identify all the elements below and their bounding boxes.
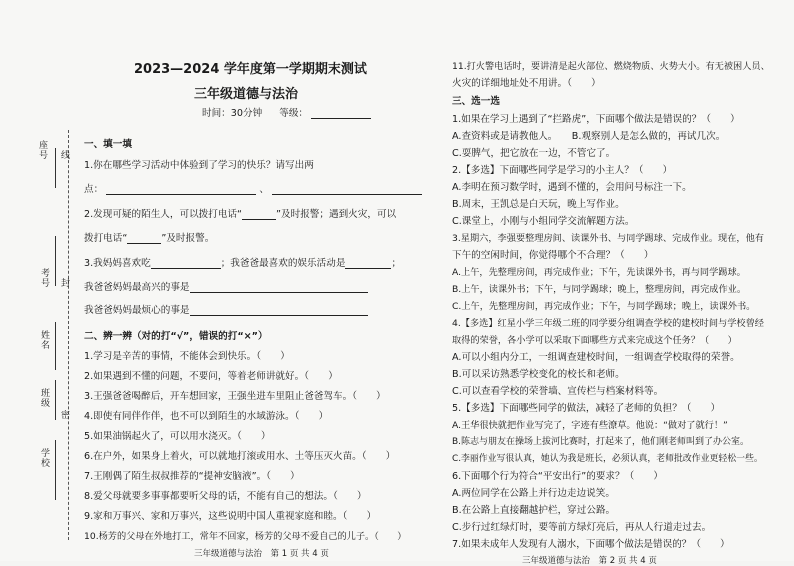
part3-line: B.可以采访熟悉学校变化的校长和老师。	[452, 369, 625, 380]
q1-separator: 、	[259, 184, 269, 195]
class-label: 班级	[39, 388, 49, 408]
exam-title: 2023—2024 学年度第一学期期末测试	[134, 62, 367, 77]
part2-heading: 二、辨一辨（对的打“√”，错误的打“×”）	[84, 331, 268, 342]
seal-char: 封	[59, 278, 69, 288]
q2b-pre: 拨打电话“	[84, 233, 128, 244]
part3-line: 2.【多选】下面哪些同学是学习的小主人？（ ）	[452, 165, 673, 176]
grade-label: 等级：	[279, 108, 309, 119]
part2-item: 10.杨芳的父母在外地打工，常年不回家，杨芳的父母不爱自己的儿子。（ ）	[84, 531, 407, 542]
part3-line: 1.如果在学习上遇到了“拦路虎”，下面哪个做法是错误的？（ ）	[452, 114, 740, 125]
part3-line: C.耍脾气，把它放在一边，不管它了。	[452, 148, 616, 159]
part2-item: 6.在户外，如果身上着火，可以就地打滚或用水、土等压灭火苗。（ ）	[84, 451, 396, 462]
part3-line: C.李丽作业写很认真，她认为我是班长，必须认真，老师批改作业更轻松一些。	[452, 454, 763, 464]
part3-line: B.周末，王凯总是白天玩，晚上写作业。	[452, 199, 625, 210]
exam-no-blank	[55, 236, 57, 286]
q3-blank-1[interactable]	[151, 268, 221, 269]
part2-item: 9.家和万事兴、家和万事兴，这些说明中国人重视家庭和睦。（ ）	[84, 511, 377, 522]
part3-line: 4.【多选】红星小学三年级二班的同学要分组调查学校的建校时间与学校曾经	[452, 318, 764, 329]
q1-blank-1[interactable]	[106, 194, 256, 195]
exam-no-label: 考号	[39, 268, 49, 288]
seat-no-blank	[55, 148, 57, 188]
part3-line: 下午的空闲时间，你觉得哪个不合理？（ ）	[452, 250, 654, 261]
seal-char-2: 密	[59, 410, 69, 420]
class-blank	[55, 380, 57, 420]
q3c-text: 我爸爸妈妈最烦心的事是	[84, 305, 190, 316]
part3-line: A.可以小组内分工，一组调查建校时间，一组调查学校取得的荣誉。	[452, 352, 740, 363]
part2-item: 7.王刚偶了陌生叔叔推荐的“提神安脑液”。（ ）	[84, 471, 300, 482]
part3-line: 3.星期六，李强要整理房间、读课外书、与同学踢球、完成作业。现在，他有	[452, 233, 764, 244]
q3b-text: 我爸爸妈妈最高兴的事是	[84, 282, 190, 293]
part3-line: A.两位同学在公路上并行边走边说笑。	[452, 488, 615, 499]
part2-item: 1.学习是辛苦的事情，不能体会到快乐。（ ）	[84, 351, 290, 362]
part3-line: A.查资料或是请教他人。 B.观察别人是怎么做的，再试几次。	[452, 131, 726, 142]
school-blank	[55, 440, 57, 500]
q2-post: ”及时报警；遇到火灾，可以	[276, 209, 397, 220]
part2-item: 2.如果遇到不懂的问题，不要问，等着老师讲就好。（ ）	[84, 371, 338, 382]
q2-blank-2[interactable]	[127, 243, 161, 244]
q3-mid: ；我爸爸最喜欢的娱乐活动是	[220, 258, 346, 269]
q1-prefix: 点：	[84, 184, 104, 195]
name-label: 姓名	[39, 330, 49, 350]
q2-pre: 2.发现可疑的陌生人，可以拨打电话“	[84, 209, 243, 220]
q1-blank-2[interactable]	[272, 194, 422, 195]
part3-line: C.步行过红绿灯时，要等前方绿灯亮后，再从人行道走过去。	[452, 522, 712, 533]
part3-line: B.上午，读课外书；下午，与同学踢球；晚上，整理房间，再完成作业。	[452, 284, 747, 295]
part1-q3-line2	[84, 279, 368, 293]
part3-line: 6.下面哪个行为符合“平安出行”的要求？（ ）	[452, 471, 663, 482]
q2b-post: ”及时报警。	[161, 233, 215, 244]
part3-line: 5.【多选】下面哪些同学的做法，减轻了老师的负担？（ ）	[452, 403, 721, 414]
part3-line: C.课堂上，小刚与小组同学交流解题方法。	[452, 216, 635, 227]
time-label	[202, 105, 371, 119]
part3-line: B.陈志与朋友在操场上拔河比赛时，打起来了，他们刚老师叫到了办公室。	[452, 437, 750, 447]
q3-pre: 3.我妈妈喜欢吃	[84, 258, 151, 269]
time-text: 时间：30分钟	[202, 108, 263, 119]
part3-line: A.王华很快就把作业写完了，字迹有些潦草。他说：“做对了就行！”	[452, 420, 728, 431]
school-label: 学校	[39, 448, 49, 468]
name-blank	[55, 322, 57, 370]
q2-blank-1[interactable]	[242, 219, 276, 220]
part1-q1-line2	[84, 181, 422, 195]
page-footer-1: 三年级道德与法治 第 1 页 共 4 页	[194, 549, 329, 559]
part3-heading: 三、选一选	[452, 96, 500, 107]
part1-q3-line1	[84, 255, 401, 269]
exam-subject: 三年级道德与法治	[194, 87, 299, 102]
part3-line: C.上午，先整理房间，再完成作业；下午，与同学踢球；晚上，读课外书。	[452, 301, 756, 312]
part1-q1-line1: 1.你在哪些学习活动中体验到了学习的快乐？请写出两	[84, 160, 314, 171]
page-footer-2: 三年级道德与法治 第 2 页 共 4 页	[522, 556, 657, 566]
part3-line: C.可以查看学校的荣誉墙、宣传栏与档案材料等。	[452, 386, 664, 397]
q3-end: ；	[391, 258, 402, 269]
line-char: 线	[59, 150, 69, 160]
part2-item: 5.如果油锅起火了，可以用水浇灭。（ ）	[84, 431, 271, 442]
q3-blank-4[interactable]	[190, 315, 368, 316]
part2-item: 3.王强爸爸喝醉后，开车想回家，王强坐进车里阻止爸爸驾车。（ ）	[84, 391, 386, 402]
q3-blank-3[interactable]	[190, 292, 368, 293]
part1-q2-line1	[84, 206, 396, 220]
part3-line: 7.如果未成年人发现有人溺水，下面哪个做法是错误的？（ ）	[452, 539, 730, 550]
part3-line: A.李明在预习数学时，遇到不懂的，会用问号标注一下。	[452, 182, 692, 193]
part3-line: B.在公路上直接翻越护栏，穿过公路。	[452, 505, 616, 516]
part3-line: A.上午，先整理房间，再完成作业；下午，先读课外书，再与同学踢球。	[452, 267, 746, 278]
part1-heading: 一、填一填	[84, 139, 132, 150]
q3-blank-2[interactable]	[345, 268, 391, 269]
part1-q3-line3	[84, 302, 368, 316]
part1-q2-line2	[84, 230, 214, 244]
part3-line: 取得的荣誉，各小学可以采取下面哪些方式来完成这个任务？（ ）	[452, 335, 737, 346]
binding-line	[68, 130, 70, 540]
seat-no-label: 座号	[37, 140, 47, 160]
grade-blank	[311, 118, 371, 119]
part2-q11-line2: 火灾的详细地址处不用讲。（ ）	[452, 78, 601, 89]
part2-item: 4.即使有同伴作伴，也不可以到陌生的水域游泳。（ ）	[84, 411, 329, 422]
part2-q11-line1: 11.打火警电话时，要讲清是起火部位、燃烧物质、火势大小。有无被困人员、	[452, 61, 770, 72]
part2-item: 8.爱父母就要多事事都要听父母的话，不能有自己的想法。（ ）	[84, 491, 367, 502]
